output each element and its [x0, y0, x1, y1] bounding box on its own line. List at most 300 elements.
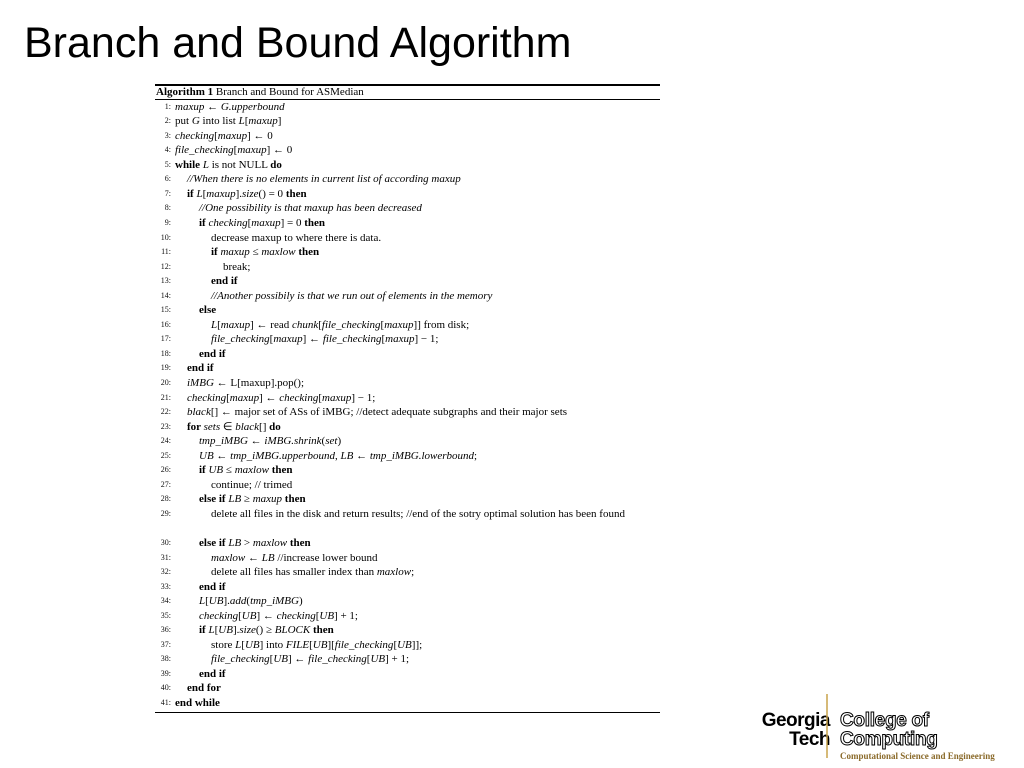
line-number: 18: [160, 348, 171, 358]
algorithm-line [155, 638, 660, 653]
line-number: 23: [160, 421, 171, 431]
code-token: end if [199, 667, 226, 680]
algorithm-block [155, 84, 660, 713]
code-token: tmp_iMBG [199, 435, 248, 448]
line-code [199, 623, 334, 638]
code-token: [ [380, 318, 385, 331]
code-token: maxup [252, 493, 283, 506]
logo-computing: Computing [840, 729, 938, 750]
line-code [211, 507, 671, 522]
code-token: maxup [217, 129, 248, 142]
code-token: [] ← major set of ASs of iMBG; //detect adequate subgraphs and their major sets [210, 406, 568, 419]
code-token: ] − 1; [351, 391, 376, 404]
algorithm-line [155, 434, 660, 449]
line-number: 13: [160, 276, 171, 286]
algorithm-line [155, 667, 660, 682]
logo-college: College of [840, 710, 929, 731]
code-token: else if [199, 493, 229, 506]
line-code [199, 609, 358, 624]
code-token: //One possibility is that maxup has been decreased [199, 202, 422, 215]
line-code [199, 463, 292, 478]
line-number: 21: [160, 392, 171, 402]
line-code [199, 303, 216, 318]
code-token: iMBG.shrink [264, 435, 322, 448]
code-token: maxup [384, 318, 414, 331]
code-token: ← [353, 449, 370, 462]
code-token: G.upperbound [220, 100, 285, 113]
code-token: UB [312, 638, 328, 651]
code-token: then [268, 464, 293, 477]
algorithm-line [155, 405, 660, 420]
code-token: [ [202, 187, 207, 200]
code-token: then [285, 187, 307, 200]
code-token: put [175, 115, 192, 128]
logo-georgia: Georgia [761, 710, 830, 731]
code-token: ] ← [256, 609, 277, 622]
line-code [199, 201, 422, 216]
line-number: 1: [164, 101, 171, 111]
code-token: ; [474, 449, 478, 462]
algorithm-line [155, 391, 660, 406]
algorithm-line [155, 100, 660, 115]
code-token: if [199, 464, 209, 477]
code-token: if [187, 187, 197, 200]
code-token: L [211, 318, 218, 331]
algorithm-line [155, 216, 660, 231]
code-token: ]. [223, 595, 230, 608]
code-token: ] = 0 [280, 216, 305, 229]
line-code [223, 260, 250, 275]
code-token: [ [244, 115, 249, 128]
code-token: ← [245, 551, 262, 564]
code-token: maxup [273, 333, 303, 346]
code-token: checking [276, 609, 316, 622]
code-token: [ [241, 638, 245, 651]
line-number: 24: [160, 436, 171, 446]
line-code [199, 434, 341, 449]
code-token: else [199, 304, 217, 317]
code-token: [ [366, 653, 371, 666]
line-number: 25: [160, 450, 171, 460]
line-code [211, 551, 378, 566]
line-code [175, 158, 282, 173]
code-token: LB [228, 493, 242, 506]
line-number: 32: [160, 567, 171, 577]
algorithm-caption: Branch and Bound for ASMedian [215, 85, 364, 98]
line-code [187, 405, 567, 420]
code-token: ← [204, 100, 221, 113]
code-token: FILE [285, 638, 310, 651]
line-number: 33: [160, 581, 171, 591]
code-token: file_checking [211, 333, 270, 346]
code-token: ) [337, 435, 342, 448]
line-code [187, 361, 214, 376]
code-token: [ [217, 318, 221, 331]
line-number: 6: [164, 174, 171, 184]
line-code [211, 565, 414, 580]
code-token: > [241, 537, 253, 549]
code-token: then [304, 216, 325, 229]
code-token: [ [309, 638, 313, 651]
code-token: LB [340, 449, 354, 462]
code-token: ]. [235, 187, 243, 200]
code-token: checking [187, 391, 227, 404]
line-code [187, 376, 304, 391]
code-token: ] ← [259, 391, 280, 404]
code-token: tmp_iMBG [250, 595, 299, 608]
line-number: 3: [164, 130, 171, 140]
code-token: ] ← 0 [247, 129, 273, 142]
line-number: 41: [160, 698, 171, 708]
line-code [199, 347, 226, 362]
code-token: , [334, 449, 341, 462]
algorithm-line [155, 347, 660, 362]
code-token: UB [397, 638, 412, 651]
algorithm-line [155, 245, 660, 260]
code-token: ] ← [287, 653, 309, 666]
code-token: end for [187, 682, 221, 695]
code-token: maxlow [261, 246, 296, 259]
code-token: ] ← read [250, 318, 292, 331]
code-token: maxlow [376, 566, 412, 579]
line-code [199, 594, 303, 609]
logo-tech: Tech [789, 729, 830, 750]
code-token: () = 0 [258, 187, 286, 200]
code-token: file_checking [175, 144, 234, 157]
algorithm-line [155, 303, 660, 318]
code-token: file_checking [211, 653, 270, 666]
code-token: for [187, 420, 204, 433]
code-token: [ [315, 609, 320, 622]
code-token: maxup [322, 391, 352, 404]
code-token: maxup [248, 115, 278, 128]
georgia-tech-logo [728, 692, 1018, 764]
code-token: iMBG [187, 376, 214, 389]
algorithm-line [155, 580, 660, 595]
line-number: 15: [160, 305, 171, 315]
code-token: UB [241, 609, 257, 622]
line-code [175, 129, 273, 144]
algorithm-line [155, 594, 660, 609]
code-token: do [269, 420, 281, 433]
code-token: then [295, 246, 320, 259]
code-token: [ [269, 653, 274, 666]
code-token: UB [370, 653, 386, 666]
algorithm-line [155, 696, 660, 711]
code-token: maxlow [211, 551, 246, 564]
code-token: if [199, 624, 209, 637]
line-number: 11: [161, 247, 171, 257]
code-token: [ [269, 333, 274, 346]
code-token: [ [318, 391, 323, 404]
code-token: L [196, 187, 203, 200]
code-token: [ [214, 624, 219, 637]
code-token: size [239, 624, 256, 637]
line-number: 10: [160, 232, 171, 242]
code-token: ∈ [220, 420, 236, 433]
algorithm-line [155, 623, 660, 638]
code-token: ]] from disk; [413, 318, 470, 331]
line-number: 19: [160, 363, 171, 373]
code-token: G [191, 115, 200, 128]
algorithm-line [155, 449, 660, 464]
line-code [187, 391, 375, 406]
algorithm-line [155, 361, 660, 376]
line-number: 29: [160, 508, 171, 518]
code-token: ]]; [411, 638, 423, 651]
algorithm-header [155, 86, 660, 99]
algorithm-line [155, 507, 660, 536]
code-token: () ≥ [255, 624, 275, 637]
code-token: BLOCK [274, 624, 311, 637]
code-token: [ [226, 391, 230, 404]
code-token: UB [273, 653, 288, 666]
code-token: then [310, 624, 334, 637]
code-token: decrease maxup to where there is data. [211, 231, 382, 244]
line-number: 5: [164, 159, 171, 169]
algorithm-line [155, 565, 660, 580]
code-token: [ [318, 318, 322, 331]
code-token: ← L[maxup].pop(); [213, 376, 305, 389]
line-code [199, 216, 325, 231]
code-token: ≤ [223, 464, 235, 477]
line-code [175, 100, 285, 115]
code-token: tmp_iMBG.lowerbound [369, 449, 475, 462]
code-token: [ [205, 595, 209, 608]
code-token: end if [211, 275, 238, 288]
algorithm-line [155, 231, 660, 246]
code-token: file_checking [322, 333, 382, 346]
algorithm-line [155, 551, 660, 566]
line-code [199, 667, 226, 682]
code-token: then [282, 493, 306, 506]
line-number: 28: [160, 494, 171, 504]
logo-department: Computational Science and Engineering [840, 751, 995, 761]
line-code [199, 580, 226, 595]
code-token: maxup [237, 144, 267, 157]
line-code [175, 696, 220, 711]
line-number: 38: [160, 654, 171, 664]
line-number: 26: [160, 465, 171, 475]
code-token: //increase lower bound [274, 551, 378, 564]
code-token: tmp_iMBG.upperbound [230, 449, 335, 462]
code-token: checking [279, 391, 319, 404]
code-token: maxup [220, 318, 251, 331]
algorithm-line [155, 652, 660, 667]
code-token: continue; // trimed [211, 478, 293, 491]
algorithm-line [155, 376, 660, 391]
code-token: maxlow [234, 464, 269, 477]
code-token: chunk [291, 318, 319, 331]
line-number: 30: [160, 538, 171, 547]
line-number: 34: [160, 596, 171, 606]
code-token: L [208, 624, 215, 637]
code-token: //Another possibily is that we run out of elements in the memory [211, 289, 493, 302]
code-token: L [202, 158, 209, 171]
code-token: [ [214, 129, 218, 142]
code-token: UB [208, 595, 224, 608]
line-number: 37: [160, 639, 171, 649]
code-token: set [325, 435, 338, 448]
line-code [211, 289, 492, 304]
line-number: 12: [160, 261, 171, 271]
code-token: L [238, 115, 245, 128]
code-token: ][ [327, 638, 335, 651]
code-token: checking [175, 129, 215, 142]
algorithm-line [155, 201, 660, 216]
line-number: 35: [160, 610, 171, 620]
algorithm-line [155, 172, 660, 187]
code-token: checking [199, 609, 239, 622]
line-code [211, 652, 409, 667]
code-token: L [199, 595, 206, 608]
code-token: //When there is no elements in current list of according maxup [187, 173, 461, 186]
code-token: ] + 1; [334, 609, 358, 622]
line-code [187, 420, 281, 435]
code-token: sets [203, 420, 221, 433]
line-code [211, 231, 381, 246]
code-token: size [242, 187, 259, 200]
code-token: ; [411, 566, 415, 579]
line-number: 27: [160, 479, 171, 489]
line-code [199, 492, 306, 507]
code-token: UB [319, 609, 335, 622]
line-code [175, 114, 281, 129]
code-token: while [175, 158, 203, 171]
code-token: ] + 1; [385, 653, 410, 666]
line-code [211, 318, 469, 333]
algorithm-line [155, 420, 660, 435]
algorithm-line [155, 536, 660, 551]
code-token: if [211, 246, 221, 259]
code-token: maxup [251, 216, 281, 229]
page-title: Branch and Bound Algorithm [24, 19, 572, 67]
line-number: 9: [164, 217, 171, 227]
line-number: 31: [160, 552, 171, 562]
code-token: [ [393, 638, 398, 651]
code-token: ≤ [249, 246, 262, 259]
code-token: do [270, 158, 282, 171]
algorithm-line [155, 478, 660, 493]
code-token: maxup [220, 246, 250, 259]
line-number: 4: [164, 145, 171, 155]
code-token: maxup [385, 333, 415, 346]
code-token: UB [199, 449, 214, 462]
line-number: 40: [160, 683, 171, 693]
code-token: ] into [259, 638, 286, 651]
code-token: ) [298, 595, 303, 608]
algorithm-line [155, 187, 660, 202]
code-token: ]. [232, 624, 240, 637]
code-token: [ [238, 609, 242, 622]
code-token: else if [199, 537, 229, 549]
line-number: 36: [160, 625, 171, 635]
algorithm-line [155, 114, 660, 129]
bottom-rule [155, 712, 660, 713]
code-token: file_checking [308, 653, 367, 666]
code-token: ] ← 0 [266, 144, 293, 157]
line-code [187, 187, 307, 202]
algorithm-line [155, 289, 660, 304]
line-number: 8: [164, 203, 171, 213]
code-token: maxup [206, 187, 236, 200]
algorithm-line [155, 492, 660, 507]
algorithm-line [155, 463, 660, 478]
code-token: delete all files in the disk and return results; //end of the sotry optimal solution has been found [211, 507, 625, 520]
algorithm-line [155, 318, 660, 333]
code-token: ] [277, 115, 282, 128]
code-token: into list [199, 115, 239, 128]
code-token: add [229, 595, 247, 608]
code-token: checking [208, 216, 248, 229]
code-token: black [235, 420, 260, 433]
code-token: file_checking [334, 638, 394, 651]
code-token: ← [247, 435, 265, 448]
logo-divider-icon [824, 694, 830, 758]
line-number: 7: [164, 188, 171, 198]
code-token: ] − 1; [414, 333, 439, 346]
code-token: file_checking [321, 318, 381, 331]
line-number: 22: [160, 407, 171, 417]
code-token: ] ← [302, 333, 323, 346]
line-number: 39: [160, 668, 171, 678]
algorithm-line [155, 158, 660, 173]
line-code [211, 274, 238, 289]
algorithm-line [155, 332, 660, 347]
code-token: ( [321, 435, 326, 448]
line-code [211, 478, 292, 493]
code-token: maxup [229, 391, 260, 404]
code-token: ← [213, 449, 231, 462]
code-token: if [199, 216, 209, 229]
code-token: delete all files has smaller index than [211, 566, 377, 579]
line-number: 17: [160, 334, 171, 344]
code-token: UB [244, 638, 260, 651]
code-token: then [287, 537, 311, 549]
code-token: L [235, 638, 242, 651]
code-token: ( [246, 595, 251, 608]
code-token: break; [223, 260, 251, 273]
algorithm-label: Algorithm 1 [156, 85, 214, 98]
line-code [211, 638, 422, 653]
code-token: end if [199, 347, 226, 360]
algorithm-line [155, 274, 660, 289]
line-number: 16: [160, 319, 171, 329]
algorithm-line [155, 260, 660, 275]
algorithm-lines [155, 100, 660, 711]
code-token: end if [187, 362, 214, 375]
code-token: ≥ [241, 493, 253, 506]
code-token: [ [247, 216, 252, 229]
code-token: [ [381, 333, 386, 346]
code-token: LB [228, 537, 242, 549]
code-token: end while [175, 697, 220, 710]
line-code [211, 245, 319, 260]
code-token: maxup [175, 100, 205, 113]
line-number: 2: [164, 116, 171, 126]
algorithm-line [155, 143, 660, 158]
algorithm-line [155, 609, 660, 624]
code-token: maxlow [252, 537, 288, 549]
line-code [211, 332, 438, 347]
code-token: black [187, 406, 211, 419]
code-token: end if [199, 580, 226, 593]
code-token: [ [233, 144, 238, 157]
code-token: LB [261, 551, 275, 564]
line-number: 20: [160, 377, 171, 387]
line-code [199, 536, 311, 551]
line-code [175, 143, 292, 158]
